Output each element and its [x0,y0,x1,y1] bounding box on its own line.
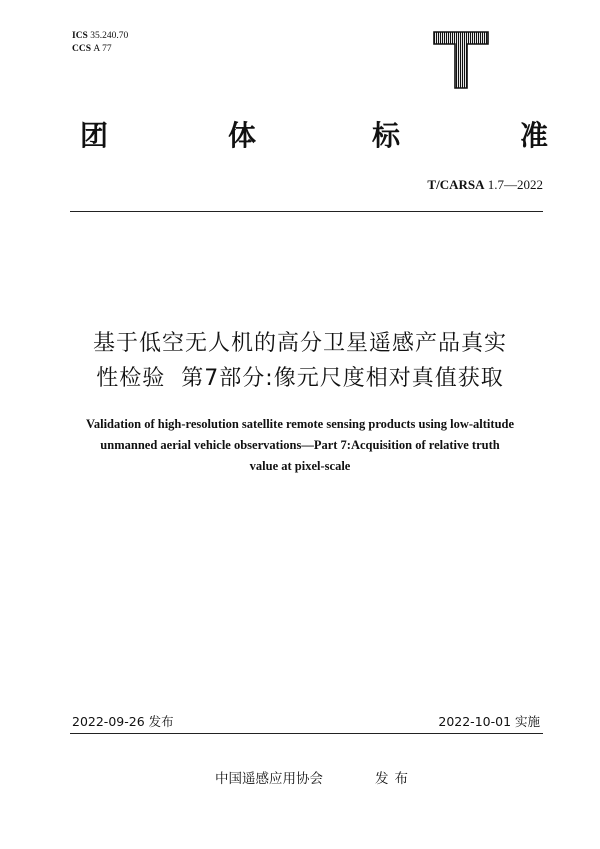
ics-label: ICS [72,31,88,41]
chinese-title-line-2: 性检验 第7部分:像元尺度相对真值获取 [96,366,504,391]
publisher-name: 中国遥感应用协会 [215,771,323,787]
standard-code [427,177,543,193]
ccs-code [72,43,112,55]
english-title-line-1: Validation of high-resolution satellite remote sensing products using low-altitude [85,417,515,431]
standard-type-char-4: 准 [520,119,549,152]
english-title-line-2: unmanned aerial vehicle observations—Part 7:Acquisition of relative truth [100,438,500,452]
t-logo-icon [432,30,490,90]
standard-type-char-1: 团 [80,119,109,152]
standard-code-number: 1.7—2022 [487,177,543,192]
standard-type-char-2: 体 [228,119,257,152]
standard-code-prefix: T/CARSA [427,177,485,192]
chinese-title-line-1: 基于低空无人机的高分卫星遥感产品真实 [92,331,507,356]
standard-type-char-3: 标 [372,119,401,152]
top-divider [70,211,543,212]
ccs-number: A 77 [93,44,112,54]
standard-type-heading [80,118,560,158]
group-standard-logo [432,30,490,90]
implementation-date: 2022-10-01 实施 [438,714,540,729]
bottom-divider [70,733,543,734]
ics-code [72,30,128,42]
issue-date: 2022-09-26 发布 [72,714,174,729]
ics-number: 35.240.70 [90,31,129,41]
ccs-label: CCS [72,44,92,54]
english-title-line-3: value at pixel-scale [249,459,351,473]
publish-label: 发布 [375,771,414,787]
